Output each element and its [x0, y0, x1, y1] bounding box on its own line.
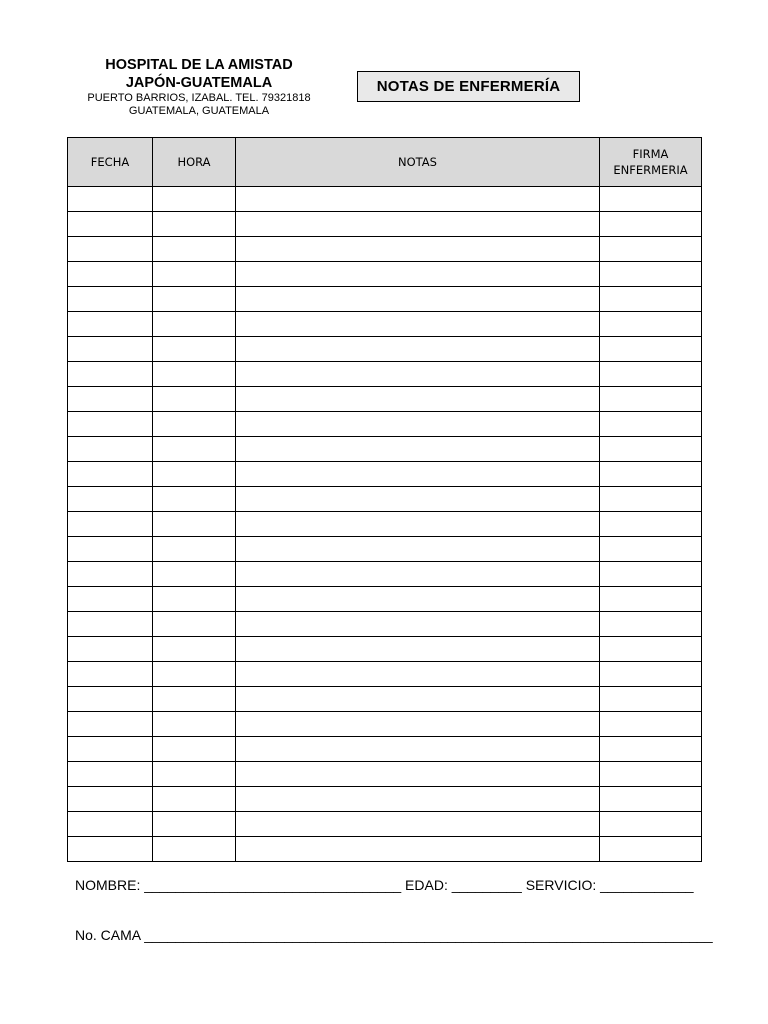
table-row [68, 362, 702, 387]
table-row [68, 312, 702, 337]
table-row [68, 612, 702, 637]
firma-cell [600, 387, 702, 412]
fecha-cell [68, 187, 153, 212]
fecha-cell [68, 262, 153, 287]
firma-cell [600, 312, 702, 337]
table-row [68, 687, 702, 712]
table-row [68, 287, 702, 312]
form-title: NOTAS DE ENFERMERÍA [357, 71, 580, 102]
fecha-cell [68, 362, 153, 387]
firma-cell [600, 587, 702, 612]
column-header-notas: NOTAS [236, 138, 600, 187]
nursing-notes-table [67, 137, 702, 862]
hora-cell [153, 437, 236, 462]
notas-cell [236, 287, 600, 312]
notas-cell [236, 212, 600, 237]
table-row [68, 737, 702, 762]
table-row [68, 237, 702, 262]
fecha-cell [68, 837, 153, 862]
table-row [68, 187, 702, 212]
firma-cell [600, 287, 702, 312]
notas-cell [236, 712, 600, 737]
firma-cell [600, 737, 702, 762]
fecha-cell [68, 687, 153, 712]
hospital-address-line1: PUERTO BARRIOS, IZABAL. TEL. 79321818 [87, 92, 311, 104]
fecha-cell [68, 237, 153, 262]
hora-cell [153, 637, 236, 662]
hora-cell [153, 537, 236, 562]
firma-cell [600, 212, 702, 237]
firma-cell [600, 662, 702, 687]
notas-cell [236, 312, 600, 337]
fecha-cell [68, 337, 153, 362]
hospital-address-line2: GUATEMALA, GUATEMALA [128, 105, 270, 117]
table-row [68, 512, 702, 537]
firma-cell [600, 262, 702, 287]
table-row [68, 337, 702, 362]
hora-cell [153, 237, 236, 262]
notas-cell [236, 387, 600, 412]
table-row [68, 712, 702, 737]
fecha-cell [68, 662, 153, 687]
notas-cell [236, 412, 600, 437]
firma-cell [600, 512, 702, 537]
table-row [68, 537, 702, 562]
column-header-firma: FIRMA ENFERMERIA [600, 138, 702, 187]
column-header-hora: HORA [153, 138, 236, 187]
fecha-cell [68, 737, 153, 762]
notas-cell [236, 437, 600, 462]
hora-cell [153, 762, 236, 787]
table-header-row [68, 138, 702, 187]
hora-cell [153, 787, 236, 812]
notas-cell [236, 337, 600, 362]
hora-cell [153, 662, 236, 687]
fecha-cell [68, 712, 153, 737]
hora-cell [153, 462, 236, 487]
firma-cell [600, 462, 702, 487]
firma-cell [600, 712, 702, 737]
hospital-header [70, 56, 328, 118]
fecha-cell [68, 462, 153, 487]
fecha-cell [68, 537, 153, 562]
firma-cell [600, 787, 702, 812]
notas-cell [236, 462, 600, 487]
fecha-cell [68, 762, 153, 787]
notas-cell [236, 612, 600, 637]
fecha-cell [68, 287, 153, 312]
firma-cell [600, 362, 702, 387]
fecha-cell [68, 412, 153, 437]
table-row [68, 262, 702, 287]
table-row [68, 762, 702, 787]
firma-cell [600, 337, 702, 362]
table-row [68, 837, 702, 862]
firma-cell [600, 562, 702, 587]
firma-cell [600, 837, 702, 862]
notas-cell [236, 362, 600, 387]
firma-cell [600, 687, 702, 712]
hora-cell [153, 212, 236, 237]
table-row [68, 787, 702, 812]
notas-cell [236, 187, 600, 212]
notas-cell [236, 812, 600, 837]
notas-cell [236, 737, 600, 762]
fecha-cell [68, 812, 153, 837]
notas-cell [236, 237, 600, 262]
firma-cell [600, 537, 702, 562]
bed-number-line: No. CAMA _________________________________________________________________________ [75, 927, 713, 943]
firma-cell [600, 612, 702, 637]
hora-cell [153, 487, 236, 512]
firma-cell [600, 437, 702, 462]
hora-cell [153, 262, 236, 287]
fecha-cell [68, 387, 153, 412]
notas-cell [236, 687, 600, 712]
hora-cell [153, 512, 236, 537]
notas-cell [236, 262, 600, 287]
notas-cell [236, 837, 600, 862]
hora-cell [153, 287, 236, 312]
fecha-cell [68, 787, 153, 812]
table-row [68, 412, 702, 437]
firma-cell [600, 237, 702, 262]
firma-cell [600, 762, 702, 787]
notas-cell [236, 487, 600, 512]
hospital-name-line1: HOSPITAL DE LA AMISTAD [105, 57, 293, 73]
hora-cell [153, 737, 236, 762]
hora-cell [153, 712, 236, 737]
firma-cell [600, 637, 702, 662]
hora-cell [153, 687, 236, 712]
notas-cell [236, 587, 600, 612]
notas-cell [236, 537, 600, 562]
hora-cell [153, 562, 236, 587]
table-row [68, 437, 702, 462]
fecha-cell [68, 512, 153, 537]
table-row [68, 487, 702, 512]
column-header-fecha: FECHA [68, 138, 153, 187]
hora-cell [153, 387, 236, 412]
hospital-name-line2: JAPÓN-GUATEMALA [125, 75, 273, 91]
hora-cell [153, 812, 236, 837]
table-row [68, 562, 702, 587]
notas-cell [236, 512, 600, 537]
notas-cell [236, 662, 600, 687]
table-row [68, 637, 702, 662]
notas-cell [236, 762, 600, 787]
table-row [68, 587, 702, 612]
fecha-cell [68, 587, 153, 612]
hora-cell [153, 362, 236, 387]
notas-cell [236, 637, 600, 662]
table-row [68, 812, 702, 837]
fecha-cell [68, 487, 153, 512]
hora-cell [153, 412, 236, 437]
table-row [68, 662, 702, 687]
notas-cell [236, 562, 600, 587]
patient-info-line: NOMBRE: _________________________________ EDAD: _________ SERVICIO: ____________ [75, 877, 694, 893]
hora-cell [153, 187, 236, 212]
firma-cell [600, 187, 702, 212]
hora-cell [153, 337, 236, 362]
fecha-cell [68, 637, 153, 662]
fecha-cell [68, 612, 153, 637]
hora-cell [153, 837, 236, 862]
fecha-cell [68, 312, 153, 337]
fecha-cell [68, 437, 153, 462]
fecha-cell [68, 562, 153, 587]
table-row [68, 387, 702, 412]
hora-cell [153, 587, 236, 612]
table-row [68, 462, 702, 487]
notas-cell [236, 787, 600, 812]
hora-cell [153, 312, 236, 337]
firma-cell [600, 412, 702, 437]
table-body [68, 187, 702, 862]
hora-cell [153, 612, 236, 637]
fecha-cell [68, 212, 153, 237]
firma-cell [600, 812, 702, 837]
table-row [68, 212, 702, 237]
firma-cell [600, 487, 702, 512]
